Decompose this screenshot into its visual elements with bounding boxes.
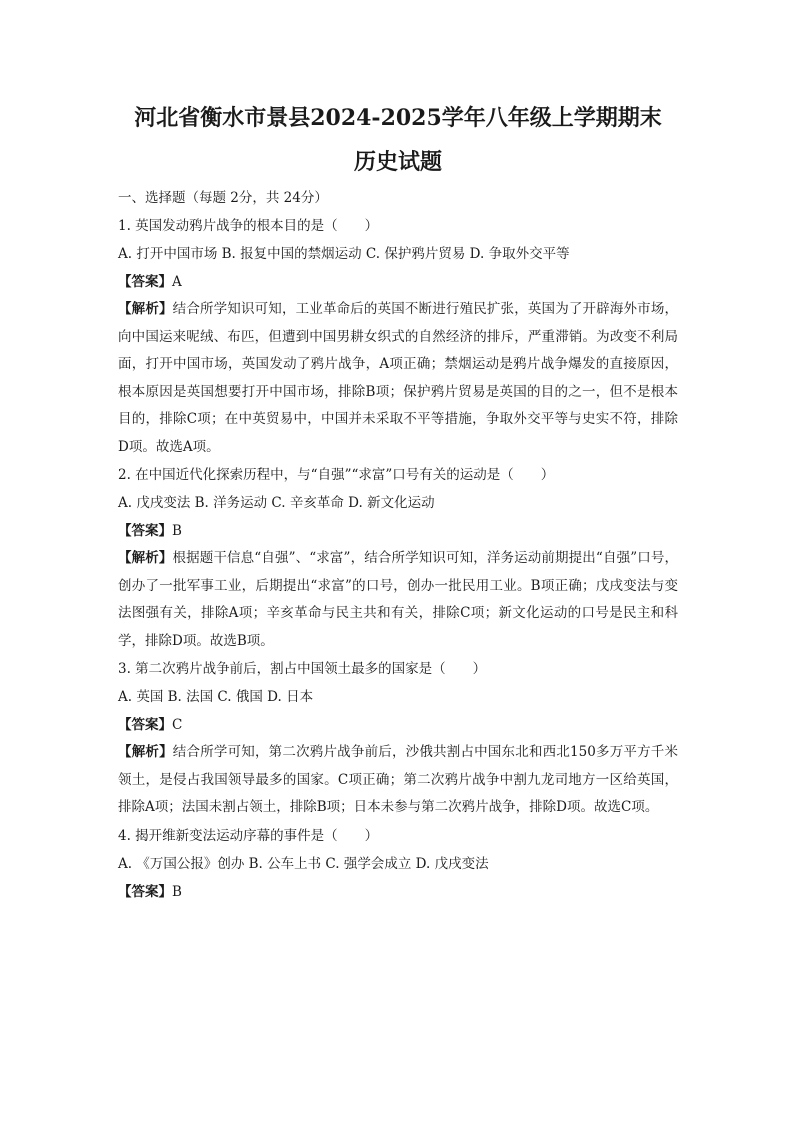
analysis-paragraph bbox=[118, 296, 678, 461]
analysis-label: 【解析】 bbox=[118, 550, 173, 566]
analysis-label: 【解析】 bbox=[118, 301, 173, 317]
answer-label: 【答案】 bbox=[118, 883, 172, 900]
answer-line bbox=[118, 268, 678, 296]
question-options: A. 打开中国市场 B. 报复中国的禁烟运动 C. 保护鸦片贸易 D. 争取外交平等 bbox=[118, 246, 570, 262]
analysis-text: 结合所学可知，第二次鸦片战争前后，沙俄共割占中国东北和西北150多万平方千米领土，是侵占我国领导最多的国家。C项正确；第二次鸦片战争中割九龙司地方一区给英国，排除A项；法国未割占领土，排除B项；日本未参与第二次鸦片战争，排除D项。故选C项。 bbox=[118, 744, 678, 815]
question-stem: 3. 第二次鸦片战争前后，割占中国领土最多的国家是（ ） bbox=[118, 661, 487, 677]
answer-value: C bbox=[172, 717, 183, 733]
question-stem: 2. 在中国近代化探索历程中，与“自强”“求富”口号有关的运动是（ ） bbox=[118, 467, 555, 483]
analysis-label: 【解析】 bbox=[118, 744, 173, 760]
answer-line bbox=[118, 517, 678, 545]
analysis-paragraph bbox=[118, 545, 678, 655]
answer-line bbox=[118, 711, 678, 739]
analysis-text: 根据题干信息“自强”、“求富”，结合所学知识可知，洋务运动前期提出“自强”口号，创办了一批军事工业，后期提出“求富”的口号，创办一批民用工业。B项正确；戊戌变法与变法图强有关，排除A项；辛亥革命与民主共和有关，排除C项；新文化运动的口号是民主和科学，排除D项。故选B项。 bbox=[118, 550, 678, 649]
question-stem: 4. 揭开维新变法运动序幕的事件是（ ） bbox=[118, 827, 379, 844]
document-page bbox=[118, 100, 678, 906]
document-subtitle: 历史试题 bbox=[353, 149, 442, 175]
question-options: A. 戊戌变法 B. 洋务运动 C. 辛亥革命 D. 新文化运动 bbox=[118, 495, 435, 511]
answer-label: 【答案】 bbox=[118, 274, 172, 290]
question-options: A. 《万国公报》创办 B. 公车上书 C. 强学会成立 D. 戊戌变法 bbox=[118, 855, 489, 872]
analysis-paragraph bbox=[118, 739, 678, 822]
analysis-text: 结合所学知识可知，工业革命后的英国不断进行殖民扩张，英国为了开辟海外市场，向中国运来呢绒、布匹，但遭到中国男耕女织式的自然经济的排斥，严重滞销。为改变不利局面，打开中国市场，英国发动了鸦片战争，A项正确；禁烟运动是鸦片战争爆发的直接原因，根本原因是英国想要打开中国市场，排除B项；保护鸦片贸易是英国的目的之一，但不是根本目的，排除C项；在中英贸易中，中国并未采取不平等措施，争取外交平等与史实不符，排除D项。故选A项。 bbox=[118, 301, 679, 455]
answer-value: B bbox=[172, 523, 182, 539]
answer-line bbox=[118, 878, 678, 906]
question-options: A. 英国 B. 法国 C. 俄国 D. 日本 bbox=[118, 689, 314, 705]
section-heading: 一、选择题（每题 2分，共 24分） bbox=[118, 190, 328, 206]
answer-label: 【答案】 bbox=[118, 717, 172, 733]
question-stem: 1. 英国发动鸦片战争的根本目的是（ ） bbox=[118, 218, 379, 234]
answer-value: B bbox=[172, 883, 182, 900]
answer-value: A bbox=[172, 274, 182, 290]
answer-label: 【答案】 bbox=[118, 523, 172, 539]
document-title: 河北省衡水市景县2024-2025学年八年级上学期期末 bbox=[134, 105, 662, 131]
